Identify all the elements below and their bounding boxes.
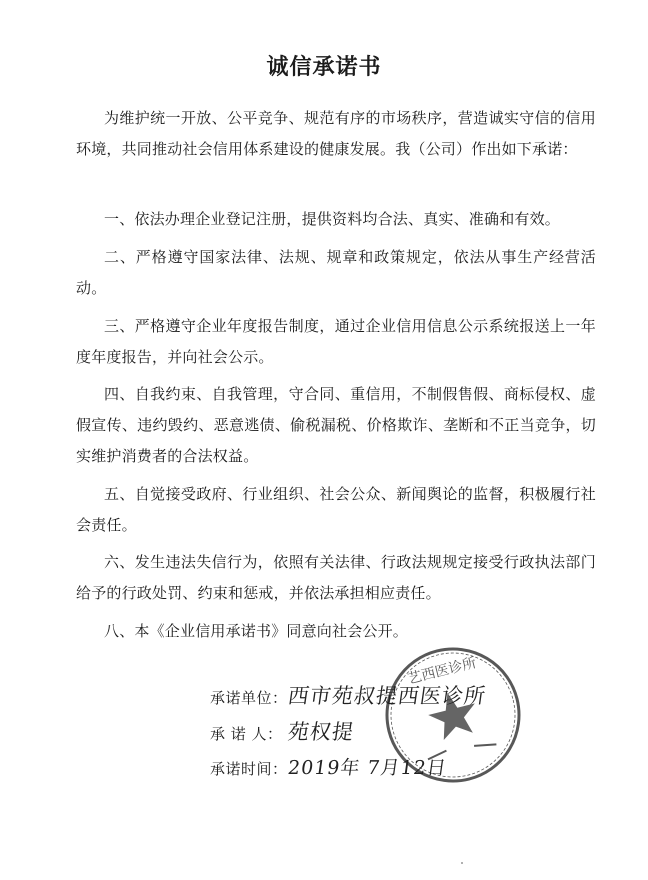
unit-label: 承诺单位： xyxy=(210,689,288,707)
unit-signature: 西市苑叔提西医诊所 xyxy=(286,684,488,708)
date-label: 承诺时间： xyxy=(210,760,288,778)
pledge-item-8: 八、本《企业信用承诺书》同意向社会公开。 xyxy=(104,622,409,640)
scan-speck xyxy=(461,862,463,864)
signature-date-row xyxy=(210,758,447,779)
intro-paragraph: 为维护统一开放、公平竞争、规范有序的市场秩序，营造诚实守信的信用环境，共同推动社会信用体系建设的健康发展。我（公司）作出如下承诺： xyxy=(76,109,596,158)
pledge-item-2: 二、严格遵守国家法律、法规、规章和政策规定，依法从事生产经营活动。 xyxy=(76,248,596,297)
seal-text: 艺西医诊所 xyxy=(406,655,479,688)
document-title: 诚信承诺书 xyxy=(266,55,382,80)
pledge-item-1: 一、依法办理企业登记注册，提供资料均合法、真实、准确和有效。 xyxy=(104,210,561,228)
date-handwritten: 2019年 7月12日 xyxy=(286,757,449,779)
pledge-item-4: 四、自我约束、自我管理，守合同、重信用，不制假售假、商标侵权、虚假宣传、违约毁约、恶意逃债、偷税漏税、价格欺诈、垄断和不正当竞争，切实维护消费者的合法权益。 xyxy=(76,385,596,465)
pledge-item-3: 三、严格遵守企业年度报告制度，通过企业信用信息公示系统报送上一年度年度报告，并向社会公示。 xyxy=(76,317,596,366)
signature-unit-row xyxy=(210,686,486,708)
pledge-item-5: 五、自觉接受政府、行业组织、社会公众、新闻舆论的监督，积极履行社会责任。 xyxy=(76,485,596,534)
person-signature: 苑权提 xyxy=(286,720,356,744)
signature-person-row xyxy=(210,722,354,744)
person-label: 承 诺 人： xyxy=(210,725,283,743)
pledge-item-6: 六、发生违法失信行为，依照有关法律、行政法规规定接受行政执法部门给予的行政处罚、约束和惩戒，并依法承担相应责任。 xyxy=(76,553,596,602)
